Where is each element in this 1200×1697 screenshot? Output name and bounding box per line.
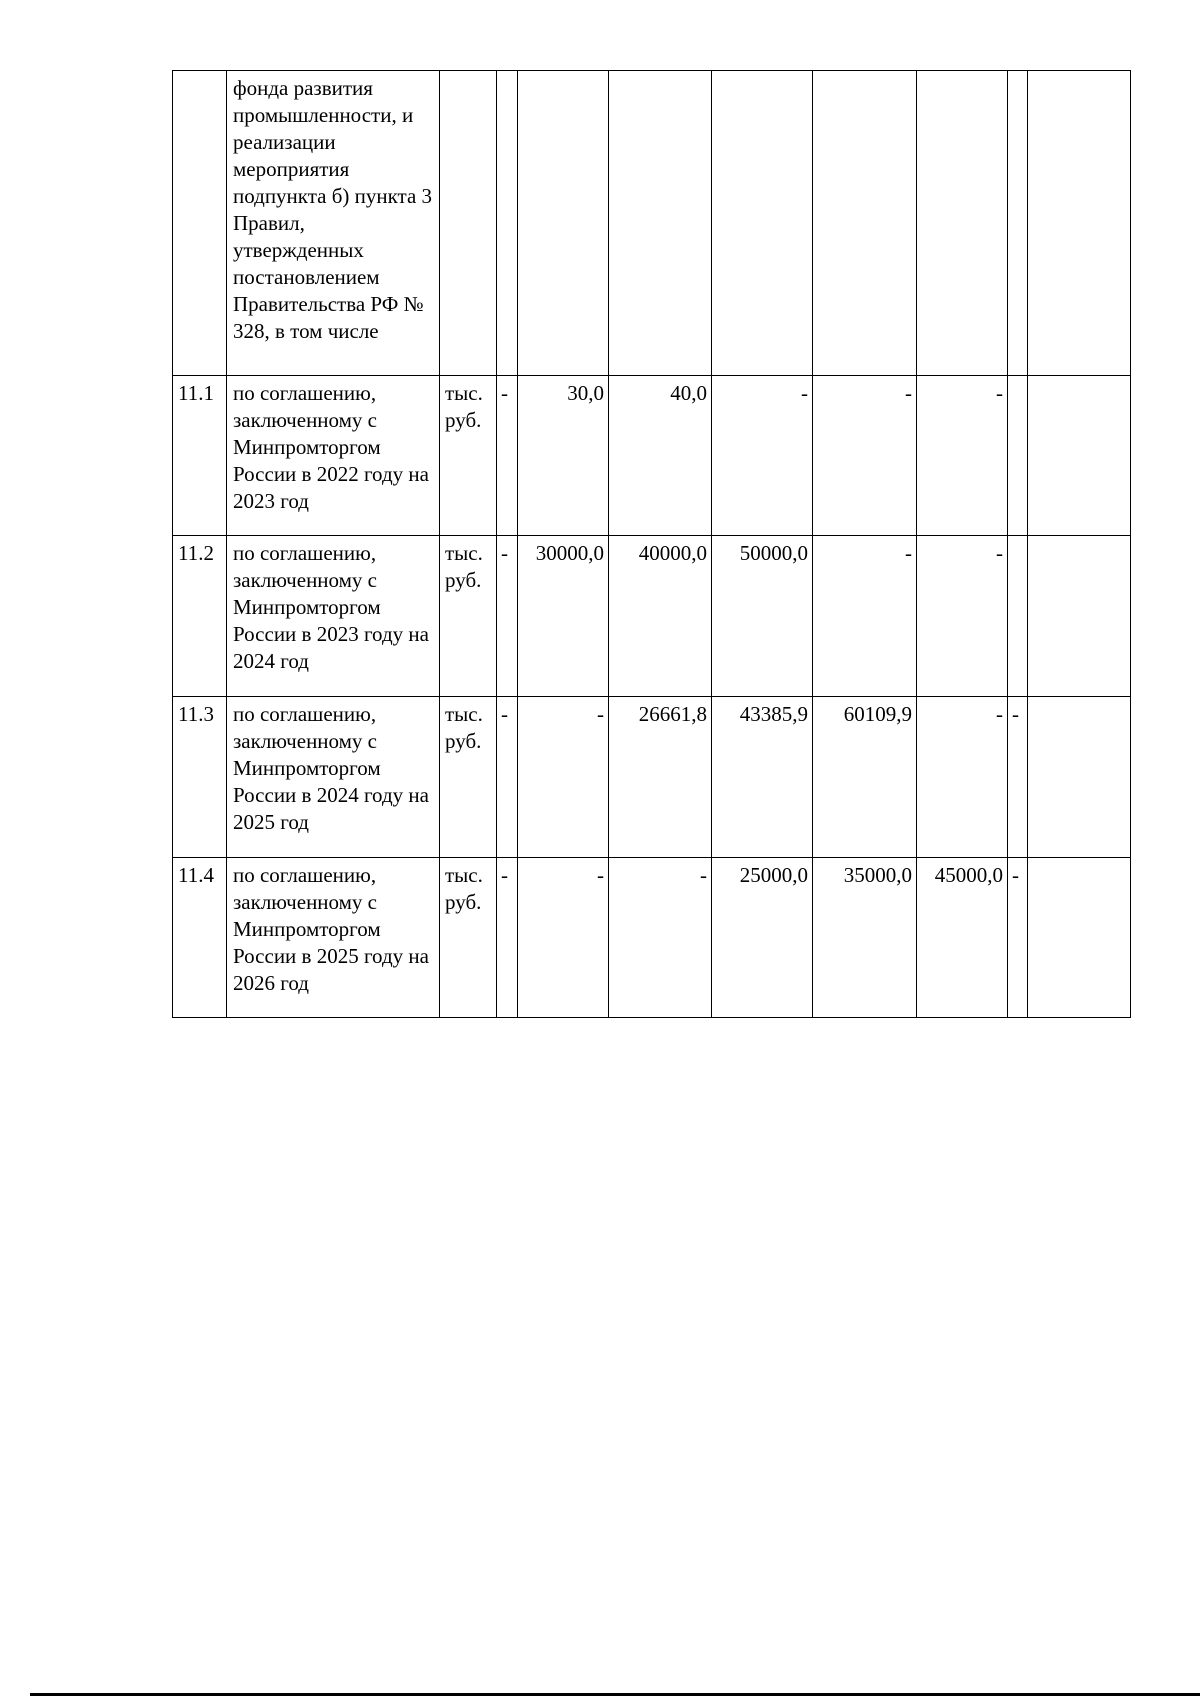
unit-cell (440, 71, 497, 376)
value-cell: - (712, 376, 813, 536)
value-cell: 50000,0 (712, 536, 813, 697)
row-unit: тыс. руб. (440, 376, 497, 536)
value-cell (1028, 376, 1131, 536)
value-cell: 25000,0 (712, 858, 813, 1018)
table-row-intro (173, 71, 1131, 376)
row-code: 11.3 (173, 697, 227, 858)
value-cell (917, 71, 1008, 376)
value-cell (1008, 536, 1028, 697)
value-cell: - (497, 536, 518, 697)
value-cell (1028, 71, 1131, 376)
value-cell: - (609, 858, 712, 1018)
value-cell (1028, 697, 1131, 858)
description-cell: фонда развития промышленности, и реализации мероприятия подпункта б) пункта 3 Правил, утвержденных постановлением Правительства РФ № 328, в том числе (227, 71, 440, 376)
page-bottom-rule (30, 1693, 1200, 1696)
row-code: 11.2 (173, 536, 227, 697)
value-cell: 30,0 (518, 376, 609, 536)
value-cell: - (497, 697, 518, 858)
value-cell: - (497, 376, 518, 536)
value-cell: - (917, 697, 1008, 858)
value-cell (1028, 536, 1131, 697)
value-cell (1008, 376, 1028, 536)
value-cell: - (917, 536, 1008, 697)
value-cell: 45000,0 (917, 858, 1008, 1018)
value-cell: - (497, 858, 518, 1018)
value-cell (497, 71, 518, 376)
row-description: по соглашению, заключенному с Минпромторгом России в 2022 году на 2023 год (227, 376, 440, 536)
row-unit: тыс. руб. (440, 697, 497, 858)
row-code: 11.4 (173, 858, 227, 1018)
value-cell: 40,0 (609, 376, 712, 536)
row-unit: тыс. руб. (440, 858, 497, 1018)
value-cell: 60109,9 (813, 697, 917, 858)
value-cell (1008, 71, 1028, 376)
value-cell: - (813, 536, 917, 697)
value-cell (1028, 858, 1131, 1018)
value-cell: 30000,0 (518, 536, 609, 697)
table-row (173, 376, 1131, 536)
value-cell: 26661,8 (609, 697, 712, 858)
value-cell (813, 71, 917, 376)
row-description: по соглашению, заключенному с Минпромторгом России в 2023 году на 2024 год (227, 536, 440, 697)
value-cell (712, 71, 813, 376)
row-unit: тыс. руб. (440, 536, 497, 697)
value-cell: - (917, 376, 1008, 536)
row-description: по соглашению, заключенному с Минпромторгом России в 2025 году на 2026 год (227, 858, 440, 1018)
value-cell: 40000,0 (609, 536, 712, 697)
value-cell (609, 71, 712, 376)
value-cell: 43385,9 (712, 697, 813, 858)
table-row (173, 697, 1131, 858)
value-cell (518, 71, 609, 376)
row-description: по соглашению, заключенному с Минпромторгом России в 2024 году на 2025 год (227, 697, 440, 858)
financing-table (172, 70, 1131, 1018)
value-cell: - (1008, 858, 1028, 1018)
value-cell: - (813, 376, 917, 536)
value-cell: - (518, 697, 609, 858)
table-row (173, 858, 1131, 1018)
value-cell: - (518, 858, 609, 1018)
row-code: 11.1 (173, 376, 227, 536)
table-row (173, 536, 1131, 697)
code-cell (173, 71, 227, 376)
value-cell: - (1008, 697, 1028, 858)
value-cell: 35000,0 (813, 858, 917, 1018)
